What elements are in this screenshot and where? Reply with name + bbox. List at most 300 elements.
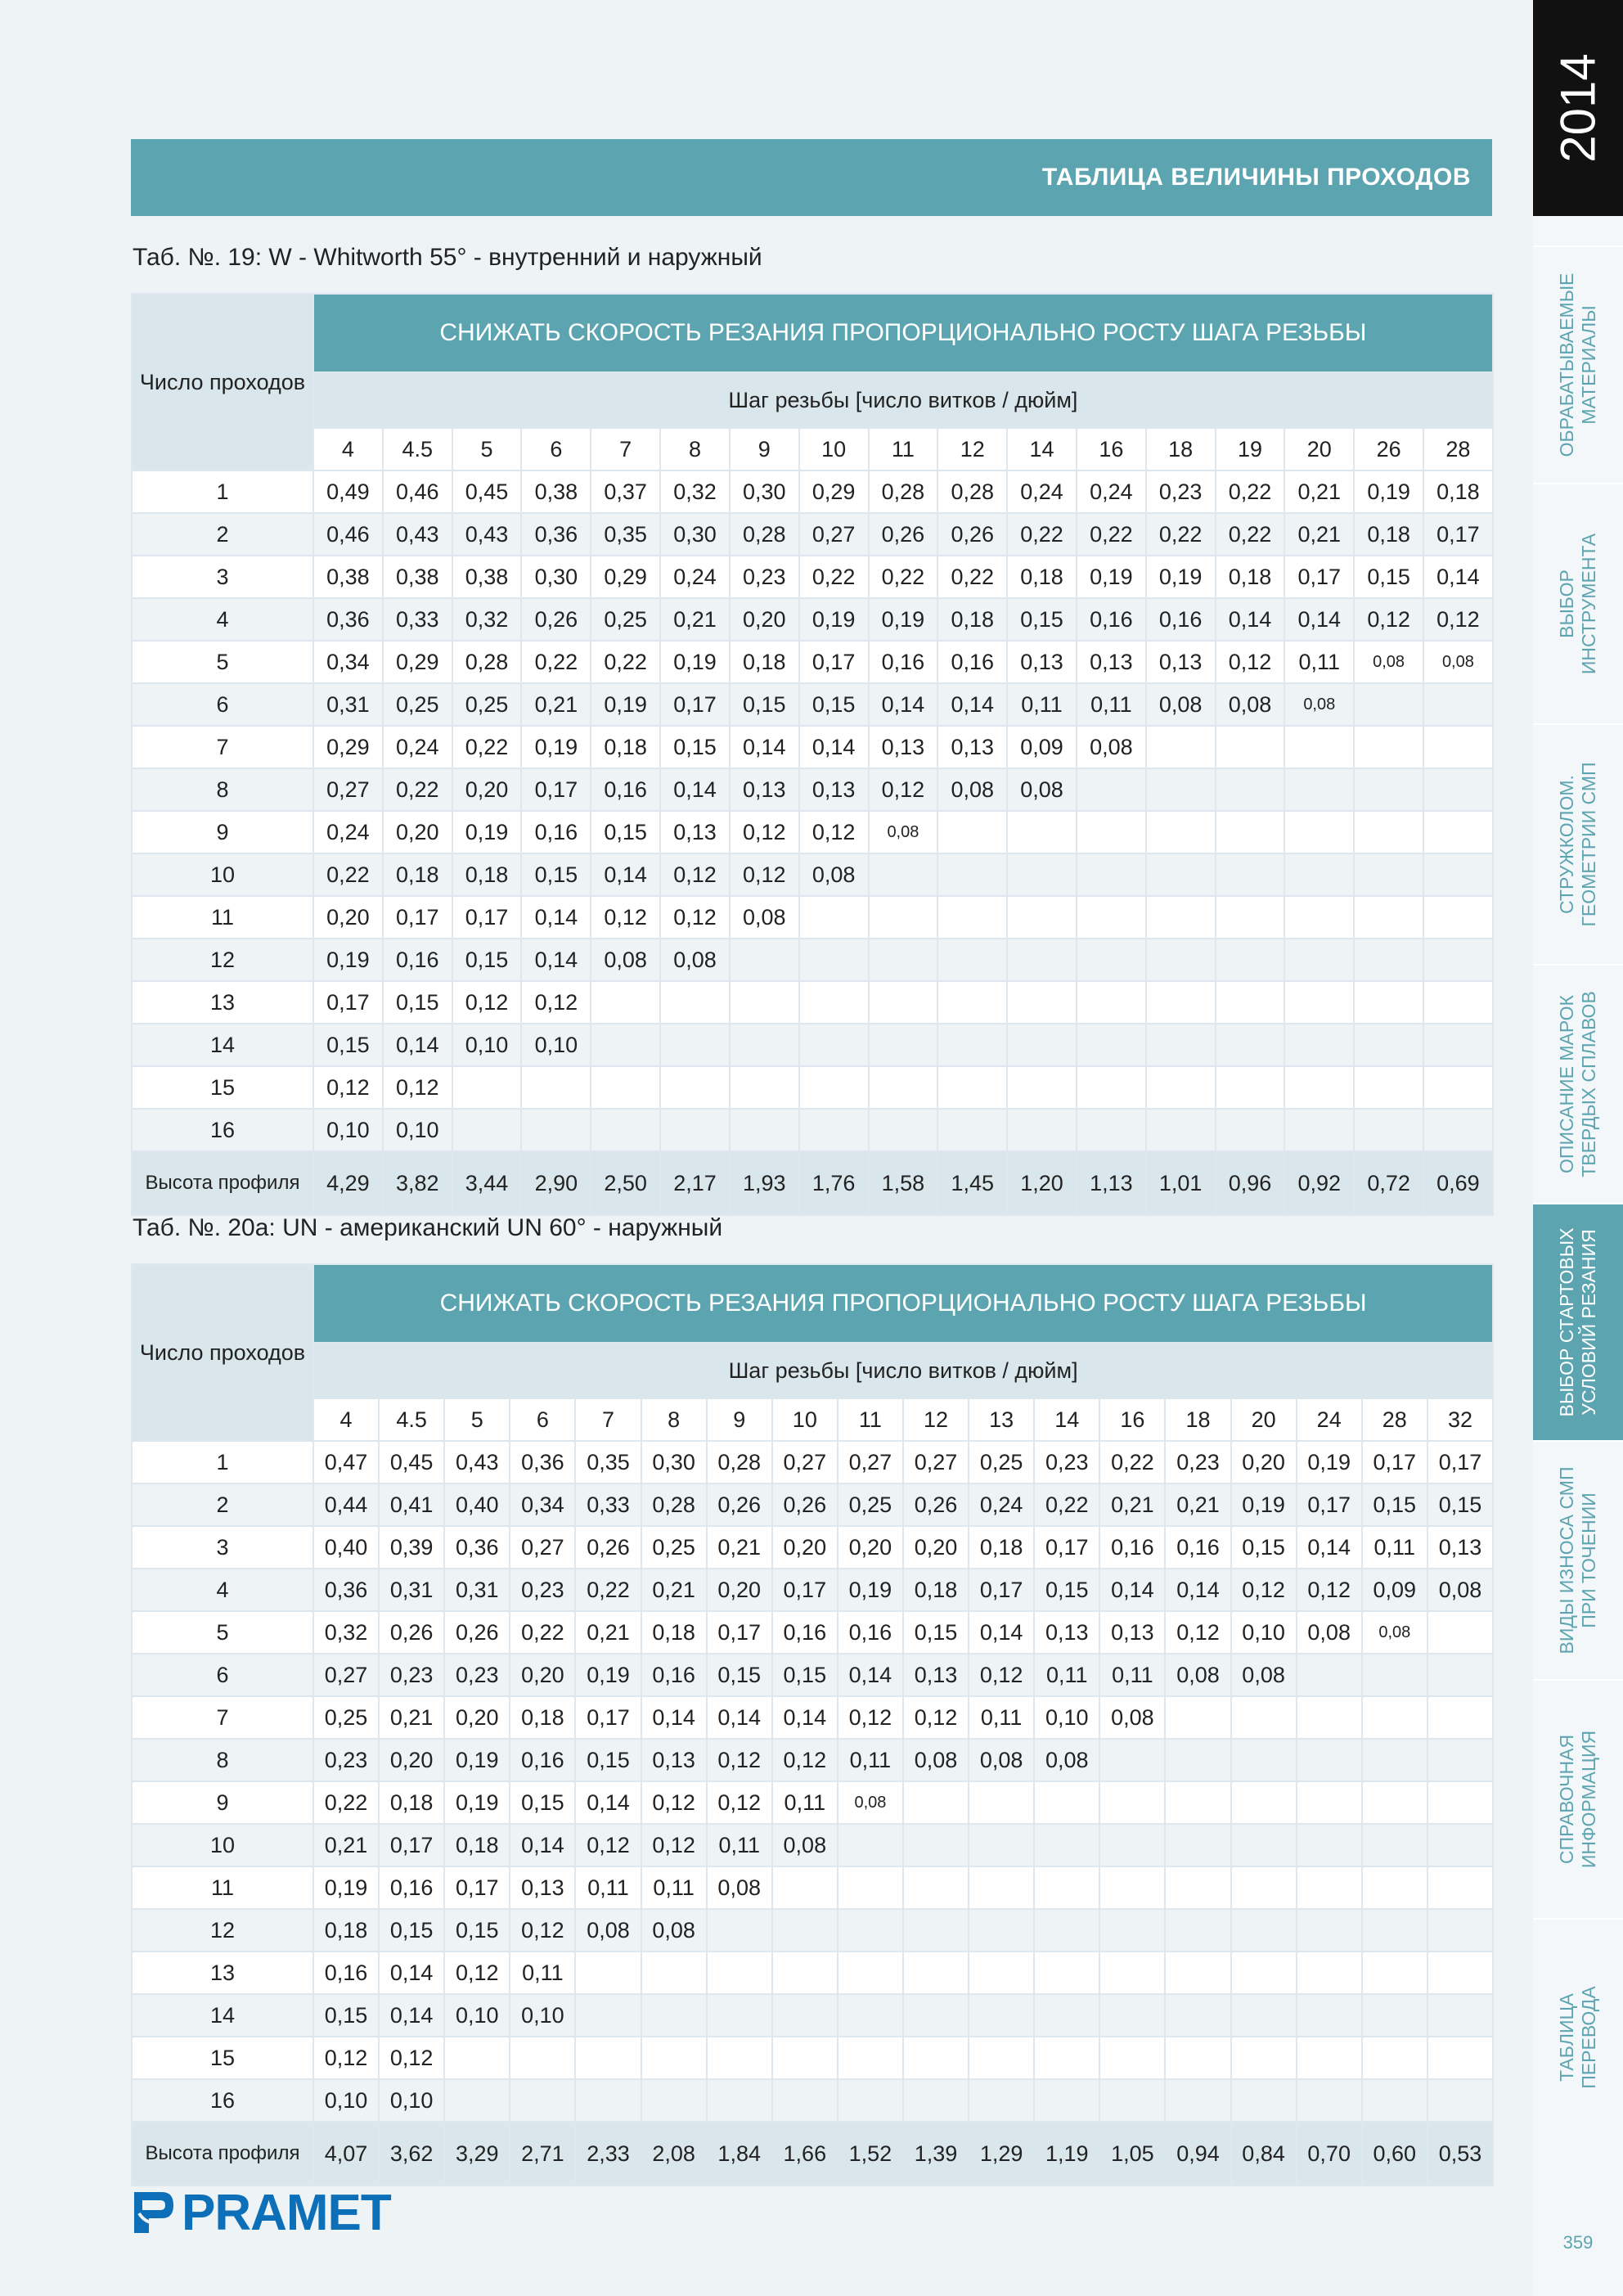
value-cell: 0,32 xyxy=(660,470,730,513)
value-cell: 0,12 xyxy=(730,853,799,896)
pitch-row xyxy=(132,1398,1493,1441)
profile-height-cell: 3,82 xyxy=(383,1151,452,1215)
value-cell: 0,22 xyxy=(510,1611,575,1654)
value-cell xyxy=(1354,939,1423,981)
value-cell xyxy=(937,1024,1007,1066)
value-cell: 0,16 xyxy=(1077,598,1146,641)
value-cell: 0,16 xyxy=(379,1866,444,1909)
pitch-cell: 8 xyxy=(660,428,730,470)
value-cell: 0,11 xyxy=(707,1824,772,1866)
profile-height-cell: 1,45 xyxy=(937,1151,1007,1215)
value-cell: 0,12 xyxy=(1165,1611,1230,1654)
passes-table-un xyxy=(131,1263,1494,2186)
sidebar-item-tool-selection[interactable] xyxy=(1533,483,1623,723)
value-cell xyxy=(1427,1824,1493,1866)
value-cell: 0,08 xyxy=(1423,641,1493,683)
value-cell: 0,08 xyxy=(1231,1654,1297,1696)
value-cell: 0,19 xyxy=(521,726,591,768)
stub-header: Число проходов xyxy=(132,294,313,470)
value-cell xyxy=(1427,1739,1493,1781)
value-cell: 0,26 xyxy=(903,1483,969,1526)
sidebar-item-grades[interactable] xyxy=(1533,964,1623,1203)
value-cell: 0,43 xyxy=(444,1441,510,1483)
value-cell xyxy=(1284,853,1354,896)
value-cell xyxy=(1099,2037,1165,2079)
value-cell xyxy=(903,1866,969,1909)
value-cell: 0,14 xyxy=(383,1024,452,1066)
value-cell: 0,08 xyxy=(591,939,660,981)
value-cell: 0,26 xyxy=(575,1526,641,1569)
value-cell: 0,29 xyxy=(383,641,452,683)
value-cell: 0,19 xyxy=(1297,1441,1362,1483)
value-cell xyxy=(575,2079,641,2122)
value-cell: 0,16 xyxy=(772,1611,838,1654)
pitch-cell: 13 xyxy=(969,1398,1034,1441)
value-cell: 0,08 xyxy=(799,853,869,896)
value-cell: 0,28 xyxy=(937,470,1007,513)
value-cell: 0,17 xyxy=(383,896,452,939)
value-cell xyxy=(730,939,799,981)
value-cell: 0,25 xyxy=(452,683,522,726)
value-cell xyxy=(1297,2079,1362,2122)
value-cell: 0,20 xyxy=(1231,1441,1297,1483)
value-cell: 0,17 xyxy=(452,896,522,939)
table-row xyxy=(132,1739,1493,1781)
value-cell: 0,19 xyxy=(444,1739,510,1781)
pass-number-cell: 13 xyxy=(132,981,313,1024)
value-cell: 0,12 xyxy=(591,896,660,939)
pitch-cell: 6 xyxy=(510,1398,575,1441)
sidebar-item-reference[interactable] xyxy=(1533,1679,1623,1918)
value-cell xyxy=(1297,1952,1362,1994)
value-cell: 0,12 xyxy=(383,1066,452,1109)
value-cell: 0,33 xyxy=(383,598,452,641)
value-cell: 0,25 xyxy=(641,1526,707,1569)
value-cell xyxy=(969,1952,1034,1994)
profile-height-cell: 0,69 xyxy=(1423,1151,1493,1215)
pass-number-cell: 2 xyxy=(132,1483,313,1526)
value-cell: 0,19 xyxy=(1354,470,1423,513)
value-cell: 0,18 xyxy=(641,1611,707,1654)
value-cell xyxy=(660,981,730,1024)
value-cell: 0,15 xyxy=(452,939,522,981)
value-cell xyxy=(1362,1781,1427,1824)
value-cell: 0,23 xyxy=(1165,1441,1230,1483)
value-cell xyxy=(1284,939,1354,981)
value-cell xyxy=(1427,1994,1493,2037)
value-cell: 0,21 xyxy=(1099,1483,1165,1526)
value-cell xyxy=(1423,726,1493,768)
value-cell xyxy=(641,2079,707,2122)
value-cell: 0,12 xyxy=(313,1066,383,1109)
value-cell xyxy=(444,2037,510,2079)
value-cell: 0,17 xyxy=(444,1866,510,1909)
table-row xyxy=(132,1824,1493,1866)
value-cell: 0,10 xyxy=(444,1994,510,2037)
value-cell: 0,15 xyxy=(1034,1569,1099,1611)
value-cell: 0,49 xyxy=(313,470,383,513)
value-cell xyxy=(1231,1994,1297,2037)
value-cell: 0,14 xyxy=(838,1654,903,1696)
table-row xyxy=(132,1569,1493,1611)
pass-number-cell: 16 xyxy=(132,1109,313,1151)
value-cell: 0,08 xyxy=(730,896,799,939)
passes-table-whitworth xyxy=(131,293,1494,1216)
value-cell: 0,31 xyxy=(379,1569,444,1611)
value-cell: 0,12 xyxy=(799,811,869,853)
value-cell xyxy=(903,1824,969,1866)
pass-number-cell: 10 xyxy=(132,1824,313,1866)
value-cell xyxy=(1427,1781,1493,1824)
value-cell: 0,12 xyxy=(869,768,938,811)
value-cell: 0,14 xyxy=(1423,556,1493,598)
profile-height-cell: 4,07 xyxy=(313,2122,379,2186)
value-cell xyxy=(1077,1066,1146,1109)
value-cell xyxy=(869,853,938,896)
value-cell: 0,13 xyxy=(1034,1611,1099,1654)
value-cell xyxy=(1231,1781,1297,1824)
profile-height-cell: 1,13 xyxy=(1077,1151,1146,1215)
value-cell: 0,15 xyxy=(1007,598,1077,641)
value-cell: 0,41 xyxy=(379,1483,444,1526)
pass-number-cell: 12 xyxy=(132,1909,313,1952)
profile-height-cell: 0,53 xyxy=(1427,2122,1493,2186)
value-cell: 0,13 xyxy=(937,726,1007,768)
value-cell xyxy=(937,896,1007,939)
value-cell xyxy=(799,1066,869,1109)
value-cell: 0,12 xyxy=(969,1654,1034,1696)
profile-height-cell: 1,20 xyxy=(1007,1151,1077,1215)
value-cell: 0,26 xyxy=(937,513,1007,556)
value-cell: 0,20 xyxy=(383,811,452,853)
pitch-cell: 18 xyxy=(1165,1398,1230,1441)
value-cell: 0,22 xyxy=(1146,513,1216,556)
table-row xyxy=(132,1696,1493,1739)
profile-height-cell: 0,96 xyxy=(1216,1151,1285,1215)
table-row xyxy=(132,896,1493,939)
value-cell xyxy=(1146,981,1216,1024)
value-cell xyxy=(1354,811,1423,853)
value-cell xyxy=(1216,811,1285,853)
value-cell xyxy=(707,2079,772,2122)
value-cell: 0,08 xyxy=(575,1909,641,1952)
value-cell xyxy=(1423,1066,1493,1109)
header-row xyxy=(132,294,1493,372)
value-cell: 0,29 xyxy=(799,470,869,513)
year-label: 2014 xyxy=(1550,53,1606,163)
pass-number-cell: 5 xyxy=(132,1611,313,1654)
value-cell: 0,20 xyxy=(903,1526,969,1569)
value-cell xyxy=(730,981,799,1024)
value-cell xyxy=(1297,1696,1362,1739)
value-cell: 0,13 xyxy=(1077,641,1146,683)
value-cell xyxy=(1427,1952,1493,1994)
value-cell xyxy=(1146,853,1216,896)
value-cell: 0,35 xyxy=(575,1441,641,1483)
value-cell: 0,14 xyxy=(641,1696,707,1739)
value-cell: 0,08 xyxy=(1146,683,1216,726)
value-cell xyxy=(1284,768,1354,811)
profile-height-cell: 3,44 xyxy=(452,1151,522,1215)
pass-number-cell: 1 xyxy=(132,470,313,513)
value-cell: 0,30 xyxy=(730,470,799,513)
value-cell: 0,22 xyxy=(799,556,869,598)
pass-number-cell: 1 xyxy=(132,1441,313,1483)
value-cell xyxy=(1007,811,1077,853)
value-cell xyxy=(937,939,1007,981)
value-cell: 0,11 xyxy=(1099,1654,1165,1696)
value-cell: 0,23 xyxy=(379,1654,444,1696)
pitch-cell: 32 xyxy=(1427,1398,1493,1441)
pitch-cell: 20 xyxy=(1231,1398,1297,1441)
value-cell xyxy=(575,1952,641,1994)
value-cell xyxy=(1146,1109,1216,1151)
value-cell xyxy=(1077,939,1146,981)
value-cell: 0,15 xyxy=(575,1739,641,1781)
value-cell: 0,16 xyxy=(510,1739,575,1781)
sidebar-item-cutting-conditions[interactable] xyxy=(1533,1203,1623,1440)
value-cell: 0,20 xyxy=(510,1654,575,1696)
value-cell xyxy=(660,1066,730,1109)
value-cell xyxy=(1165,1824,1230,1866)
value-cell: 0,14 xyxy=(660,768,730,811)
value-cell: 0,15 xyxy=(510,1781,575,1824)
value-cell: 0,44 xyxy=(313,1483,379,1526)
value-cell: 0,47 xyxy=(313,1441,379,1483)
value-cell xyxy=(1165,2037,1230,2079)
value-cell: 0,23 xyxy=(444,1654,510,1696)
profile-height-cell: 0,94 xyxy=(1165,2122,1230,2186)
value-cell: 0,16 xyxy=(1165,1526,1230,1569)
sidebar-item-materials[interactable] xyxy=(1533,245,1623,483)
logo-mark-icon xyxy=(131,2189,177,2236)
value-cell: 0,10 xyxy=(1231,1611,1297,1654)
value-cell: 0,19 xyxy=(660,641,730,683)
pitch-cell: 10 xyxy=(772,1398,838,1441)
value-cell xyxy=(1362,1909,1427,1952)
value-cell: 0,21 xyxy=(1165,1483,1230,1526)
value-cell: 0,21 xyxy=(379,1696,444,1739)
value-cell: 0,29 xyxy=(313,726,383,768)
pass-number-cell: 8 xyxy=(132,1739,313,1781)
value-cell: 0,28 xyxy=(707,1441,772,1483)
value-cell xyxy=(730,1024,799,1066)
value-cell: 0,14 xyxy=(937,683,1007,726)
value-cell: 0,14 xyxy=(1099,1569,1165,1611)
value-cell: 0,23 xyxy=(1146,470,1216,513)
value-cell xyxy=(575,2037,641,2079)
value-cell xyxy=(1427,1611,1493,1654)
value-cell xyxy=(937,853,1007,896)
value-cell: 0,22 xyxy=(1007,513,1077,556)
value-cell xyxy=(1216,1066,1285,1109)
value-cell: 0,10 xyxy=(1034,1696,1099,1739)
sidebar-item-label: СТРУЖКОЛОМ. ГЕОМЕТРИИ СМП xyxy=(1556,762,1599,927)
value-cell xyxy=(1034,1866,1099,1909)
pitch-cell: 12 xyxy=(937,428,1007,470)
value-cell xyxy=(641,1952,707,1994)
profile-height-cell: 4,29 xyxy=(313,1151,383,1215)
pitch-cell: 7 xyxy=(575,1398,641,1441)
value-cell xyxy=(1077,981,1146,1024)
value-cell xyxy=(1077,811,1146,853)
value-cell xyxy=(937,811,1007,853)
value-cell: 0,08 xyxy=(1034,1739,1099,1781)
value-cell: 0,30 xyxy=(641,1441,707,1483)
value-cell: 0,12 xyxy=(707,1739,772,1781)
value-cell: 0,14 xyxy=(575,1781,641,1824)
pitch-cell: 11 xyxy=(869,428,938,470)
value-cell xyxy=(969,2037,1034,2079)
pitch-subheader: Шаг резьбы [число витков / дюйм] xyxy=(313,372,1493,428)
value-cell xyxy=(575,1994,641,2037)
value-cell: 0,14 xyxy=(772,1696,838,1739)
sidebar-item-chipbreakers[interactable] xyxy=(1533,723,1623,964)
value-cell: 0,18 xyxy=(1007,556,1077,598)
value-cell xyxy=(838,1824,903,1866)
value-cell: 0,36 xyxy=(521,513,591,556)
value-cell: 0,13 xyxy=(903,1654,969,1696)
value-cell xyxy=(1146,726,1216,768)
value-cell xyxy=(1284,981,1354,1024)
value-cell xyxy=(937,981,1007,1024)
value-cell: 0,25 xyxy=(969,1441,1034,1483)
value-cell xyxy=(903,1909,969,1952)
value-cell: 0,23 xyxy=(510,1569,575,1611)
value-cell: 0,38 xyxy=(383,556,452,598)
sidebar-item-wear-types[interactable] xyxy=(1533,1440,1623,1679)
pass-number-cell: 14 xyxy=(132,1994,313,2037)
profile-height-cell: 0,72 xyxy=(1354,1151,1423,1215)
value-cell xyxy=(707,1994,772,2037)
value-cell: 0,15 xyxy=(444,1909,510,1952)
value-cell xyxy=(1099,1994,1165,2037)
value-cell: 0,24 xyxy=(969,1483,1034,1526)
value-cell: 0,13 xyxy=(730,768,799,811)
value-cell xyxy=(1297,1781,1362,1824)
value-cell: 0,12 xyxy=(575,1824,641,1866)
value-cell: 0,11 xyxy=(1362,1526,1427,1569)
value-cell: 0,17 xyxy=(313,981,383,1024)
value-cell: 0,13 xyxy=(1427,1526,1493,1569)
value-cell: 0,14 xyxy=(1165,1569,1230,1611)
value-cell xyxy=(444,2079,510,2122)
stub-header: Число проходов xyxy=(132,1264,313,1441)
value-cell xyxy=(1099,1866,1165,1909)
profile-height-label: Высота профиля xyxy=(132,2122,313,2186)
value-cell: 0,14 xyxy=(379,1994,444,2037)
value-cell: 0,14 xyxy=(1284,598,1354,641)
value-cell xyxy=(521,1109,591,1151)
value-cell: 0,25 xyxy=(838,1483,903,1526)
value-cell xyxy=(660,1109,730,1151)
value-cell: 0,40 xyxy=(313,1526,379,1569)
value-cell: 0,19 xyxy=(1231,1483,1297,1526)
value-cell: 0,30 xyxy=(521,556,591,598)
value-cell: 0,10 xyxy=(510,1994,575,2037)
table-row xyxy=(132,811,1493,853)
value-cell: 0,15 xyxy=(383,981,452,1024)
value-cell: 0,14 xyxy=(521,939,591,981)
value-cell: 0,26 xyxy=(707,1483,772,1526)
value-cell: 0,21 xyxy=(1284,513,1354,556)
value-cell xyxy=(1216,896,1285,939)
sidebar-item-conversion-table[interactable] xyxy=(1533,1918,1623,2155)
value-cell: 0,24 xyxy=(1007,470,1077,513)
pitch-subheader: Шаг резьбы [число витков / дюйм] xyxy=(313,1343,1493,1398)
value-cell: 0,18 xyxy=(379,1781,444,1824)
value-cell: 0,15 xyxy=(1354,556,1423,598)
value-cell: 0,08 xyxy=(1427,1569,1493,1611)
value-cell: 0,08 xyxy=(1007,768,1077,811)
pitch-cell: 4 xyxy=(313,428,383,470)
table-row xyxy=(132,939,1493,981)
value-cell: 0,17 xyxy=(1297,1483,1362,1526)
table-row xyxy=(132,981,1493,1024)
value-cell: 0,46 xyxy=(313,513,383,556)
value-cell xyxy=(1007,896,1077,939)
value-cell: 0,22 xyxy=(869,556,938,598)
value-cell xyxy=(969,1994,1034,2037)
table-row xyxy=(132,2079,1493,2122)
value-cell xyxy=(1099,1952,1165,1994)
profile-height-cell: 1,39 xyxy=(903,2122,969,2186)
sidebar-item-label: ВЫБОР ИНСТРУМЕНТА xyxy=(1556,533,1599,675)
value-cell xyxy=(838,1994,903,2037)
value-cell xyxy=(799,939,869,981)
value-cell: 0,20 xyxy=(707,1569,772,1611)
value-cell: 0,16 xyxy=(383,939,452,981)
value-cell: 0,12 xyxy=(452,981,522,1024)
value-cell: 0,16 xyxy=(869,641,938,683)
value-cell: 0,16 xyxy=(1099,1526,1165,1569)
value-cell xyxy=(937,1109,1007,1151)
value-cell: 0,26 xyxy=(444,1611,510,1654)
value-cell: 0,23 xyxy=(730,556,799,598)
value-cell: 0,13 xyxy=(641,1739,707,1781)
value-cell: 0,20 xyxy=(772,1526,838,1569)
value-cell xyxy=(707,2037,772,2079)
table-row xyxy=(132,1483,1493,1526)
value-cell: 0,15 xyxy=(772,1654,838,1696)
value-cell: 0,16 xyxy=(591,768,660,811)
profile-height-cell: 3,29 xyxy=(444,2122,510,2186)
profile-height-cell: 0,60 xyxy=(1362,2122,1427,2186)
value-cell xyxy=(1354,1109,1423,1151)
sidebar-item-label: ВИДЫ ИЗНОСА СМП ПРИ ТОЧЕНИИ xyxy=(1556,1466,1599,1654)
pass-number-cell: 11 xyxy=(132,1866,313,1909)
table-row xyxy=(132,1109,1493,1151)
value-cell xyxy=(937,1066,1007,1109)
value-cell xyxy=(1077,1109,1146,1151)
value-cell xyxy=(838,1952,903,1994)
value-cell: 0,19 xyxy=(575,1654,641,1696)
value-cell: 0,19 xyxy=(444,1781,510,1824)
value-cell xyxy=(1231,1952,1297,1994)
value-cell: 0,12 xyxy=(313,2037,379,2079)
profile-height-cell: 1,19 xyxy=(1034,2122,1099,2186)
table-row xyxy=(132,1526,1493,1569)
value-cell: 0,32 xyxy=(313,1611,379,1654)
value-cell: 0,14 xyxy=(1216,598,1285,641)
value-cell: 0,08 xyxy=(707,1866,772,1909)
value-cell: 0,14 xyxy=(521,896,591,939)
value-cell: 0,11 xyxy=(1007,683,1077,726)
value-cell: 0,08 xyxy=(1362,1611,1427,1654)
pass-number-cell: 2 xyxy=(132,513,313,556)
value-cell xyxy=(969,1781,1034,1824)
value-cell: 0,14 xyxy=(799,726,869,768)
